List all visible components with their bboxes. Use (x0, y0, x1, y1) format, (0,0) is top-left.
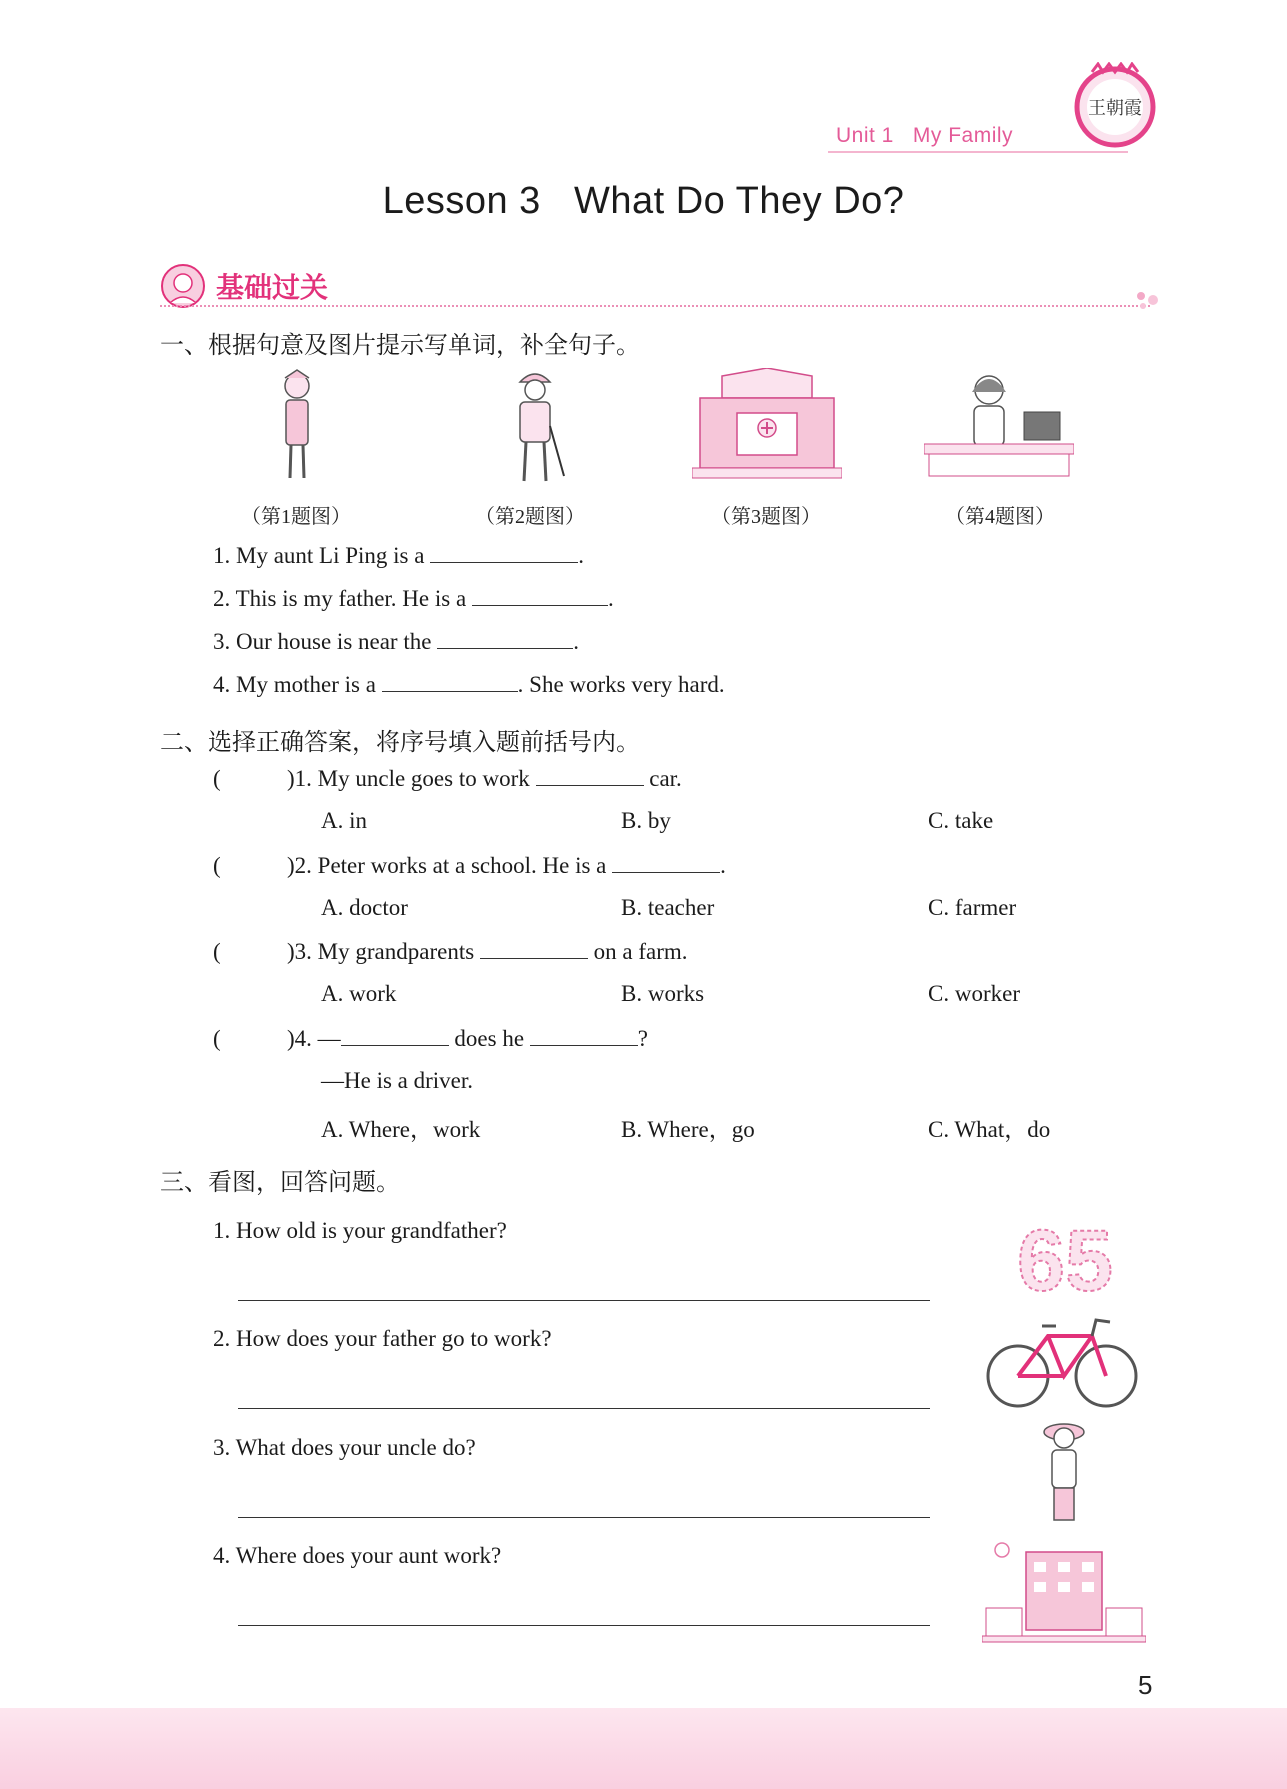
section-divider (160, 305, 1150, 307)
building-icon (982, 1536, 1146, 1644)
figure-caption-1: （第1题图） (241, 506, 351, 528)
part2-heading: 二、选择正确答案，将序号填入题前括号内。 (160, 729, 640, 756)
answer-blank (480, 938, 588, 959)
answer-paren[interactable]: ( (213, 853, 221, 878)
hospital-icon (692, 368, 842, 480)
page-number: 5 (1138, 1670, 1153, 1700)
option-b: B. by (621, 808, 671, 833)
part3-question-4: 4. Where does your aunt work? (213, 1543, 502, 1568)
option-a: A. Where，work (321, 1117, 481, 1142)
answer-blank[interactable] (430, 542, 578, 563)
answer-blank[interactable] (472, 585, 608, 606)
option-b: B. works (621, 981, 705, 1006)
part2-question-3: ( )3. My grandparents on a farm. (213, 939, 688, 964)
answer-line[interactable] (238, 1408, 930, 1409)
answer-line[interactable] (238, 1625, 930, 1626)
answer-blank[interactable] (437, 628, 573, 649)
part3-question-2: 2. How does your father go to work? (213, 1326, 552, 1351)
part1-question-3: 3. Our house is near the . (213, 629, 579, 654)
option-c: C. take (928, 808, 994, 833)
answer-line[interactable] (238, 1300, 930, 1301)
answer-blank (341, 1025, 449, 1046)
section-dots-icon (1135, 290, 1165, 315)
answer-line[interactable] (238, 1517, 930, 1518)
option-c: C. What，do (928, 1117, 1051, 1142)
answer-paren[interactable]: ( (213, 1026, 221, 1051)
svg-text:65: 65 (1017, 1213, 1113, 1302)
woman-icon (1036, 1418, 1092, 1528)
age-65-icon (1000, 1212, 1130, 1302)
answer-blank (530, 1025, 638, 1046)
figure-caption-3: （第3题图） (711, 506, 821, 528)
part1-heading: 一、根据句意及图片提示写单词，补全句子。 (160, 332, 640, 359)
nurse-icon (272, 368, 322, 483)
part2-question-2: ( )2. Peter works at a school. He is a . (213, 853, 726, 878)
option-a: A. in (321, 808, 367, 833)
option-a: A. doctor (321, 895, 408, 920)
worker-icon (500, 366, 570, 486)
answer-blank (612, 852, 720, 873)
option-a: A. work (321, 981, 397, 1006)
doctor-icon (924, 370, 1074, 480)
footer-band (0, 1708, 1287, 1789)
figure-caption-2: （第2题图） (475, 506, 585, 528)
part2-question-1: ( )1. My uncle goes to work car. (213, 766, 682, 791)
page-title: Lesson 3 What Do They Do? (382, 180, 905, 222)
option-b: B. Where，go (621, 1117, 755, 1142)
answer-blank[interactable] (382, 671, 518, 692)
section-head: 基础过关 (216, 272, 329, 303)
svg-text:王朝霞: 王朝霞 (1088, 98, 1142, 119)
part3-heading: 三、看图，回答问题。 (160, 1169, 400, 1196)
answer-paren[interactable]: ( (213, 939, 221, 964)
part3-question-1: 1. How old is your grandfather? (213, 1218, 507, 1243)
bicycle-icon (984, 1312, 1140, 1410)
unit-underline (828, 151, 1128, 153)
part1-question-1: 1. My aunt Li Ping is a . (213, 543, 584, 568)
part1-question-4: 4. My mother is a . She works very hard. (213, 672, 725, 697)
section-head-icon (160, 263, 206, 309)
unit-label: Unit 1 My Family (836, 124, 1014, 147)
option-b: B. teacher (621, 895, 715, 920)
dialogue-reply: —He is a driver. (321, 1068, 474, 1093)
part3-question-3: 3. What does your uncle do? (213, 1435, 476, 1460)
part1-question-2: 2. This is my father. He is a . (213, 586, 614, 611)
answer-paren[interactable]: ( (213, 766, 221, 791)
option-c: C. worker (928, 981, 1020, 1006)
answer-blank (536, 765, 644, 786)
figure-caption-4: （第4题图） (945, 506, 1055, 528)
option-c: C. farmer (928, 895, 1017, 920)
part2-question-4: ( )4. — does he ? (213, 1026, 649, 1051)
brand-seal (1072, 62, 1158, 148)
